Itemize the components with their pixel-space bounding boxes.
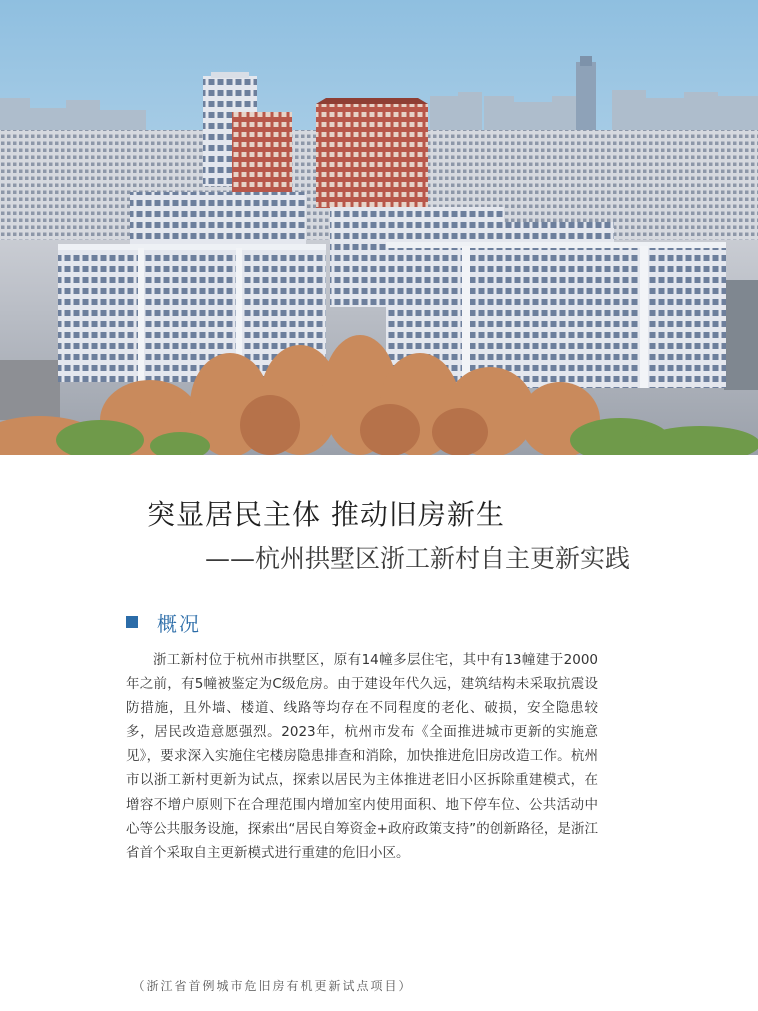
hero-photo [0, 0, 758, 455]
city-skyline-illustration [0, 0, 758, 455]
square-bullet-icon [126, 616, 138, 628]
photo-caption: （浙江省首例城市危旧房有机更新试点项目） [132, 979, 413, 993]
page-subtitle: ——杭州拱墅区浙工新村自主更新实践 [205, 544, 631, 573]
section-title: 概况 [157, 611, 201, 636]
section-heading [126, 608, 201, 636]
page-title: 突显居民主体 推动旧房新生 [147, 498, 505, 531]
overview-paragraph: 浙工新村位于杭州市拱墅区，原有14幢多层住宅，其中有13幢建于2000年之前，有5幢被鉴定为C级危房。由于建设年代久远，建筑结构未采取抗震设防措施，且外墙、楼道、线路等均存在不同程度的老化、破损，安全隐患较多，居民改造意愿强烈。2023年，杭州市发布《全面推进城市更新的实施意见》，要求深入实施住宅楼房隐患排查和消除，加快推进危旧房改造工作。杭州市以浙工新村更新为试点，探索以居民为主体推进老旧小区拆除重建模式，在增容不增户原则下在合理范围内增加室内使用面积、地下停车位、公共活动中心等公共服务设施，探索出“居民自筹资金+政府政策支持”的创新路径，是浙江省首个采取自主更新模式进行重建的危旧小区。 [126, 652, 598, 861]
